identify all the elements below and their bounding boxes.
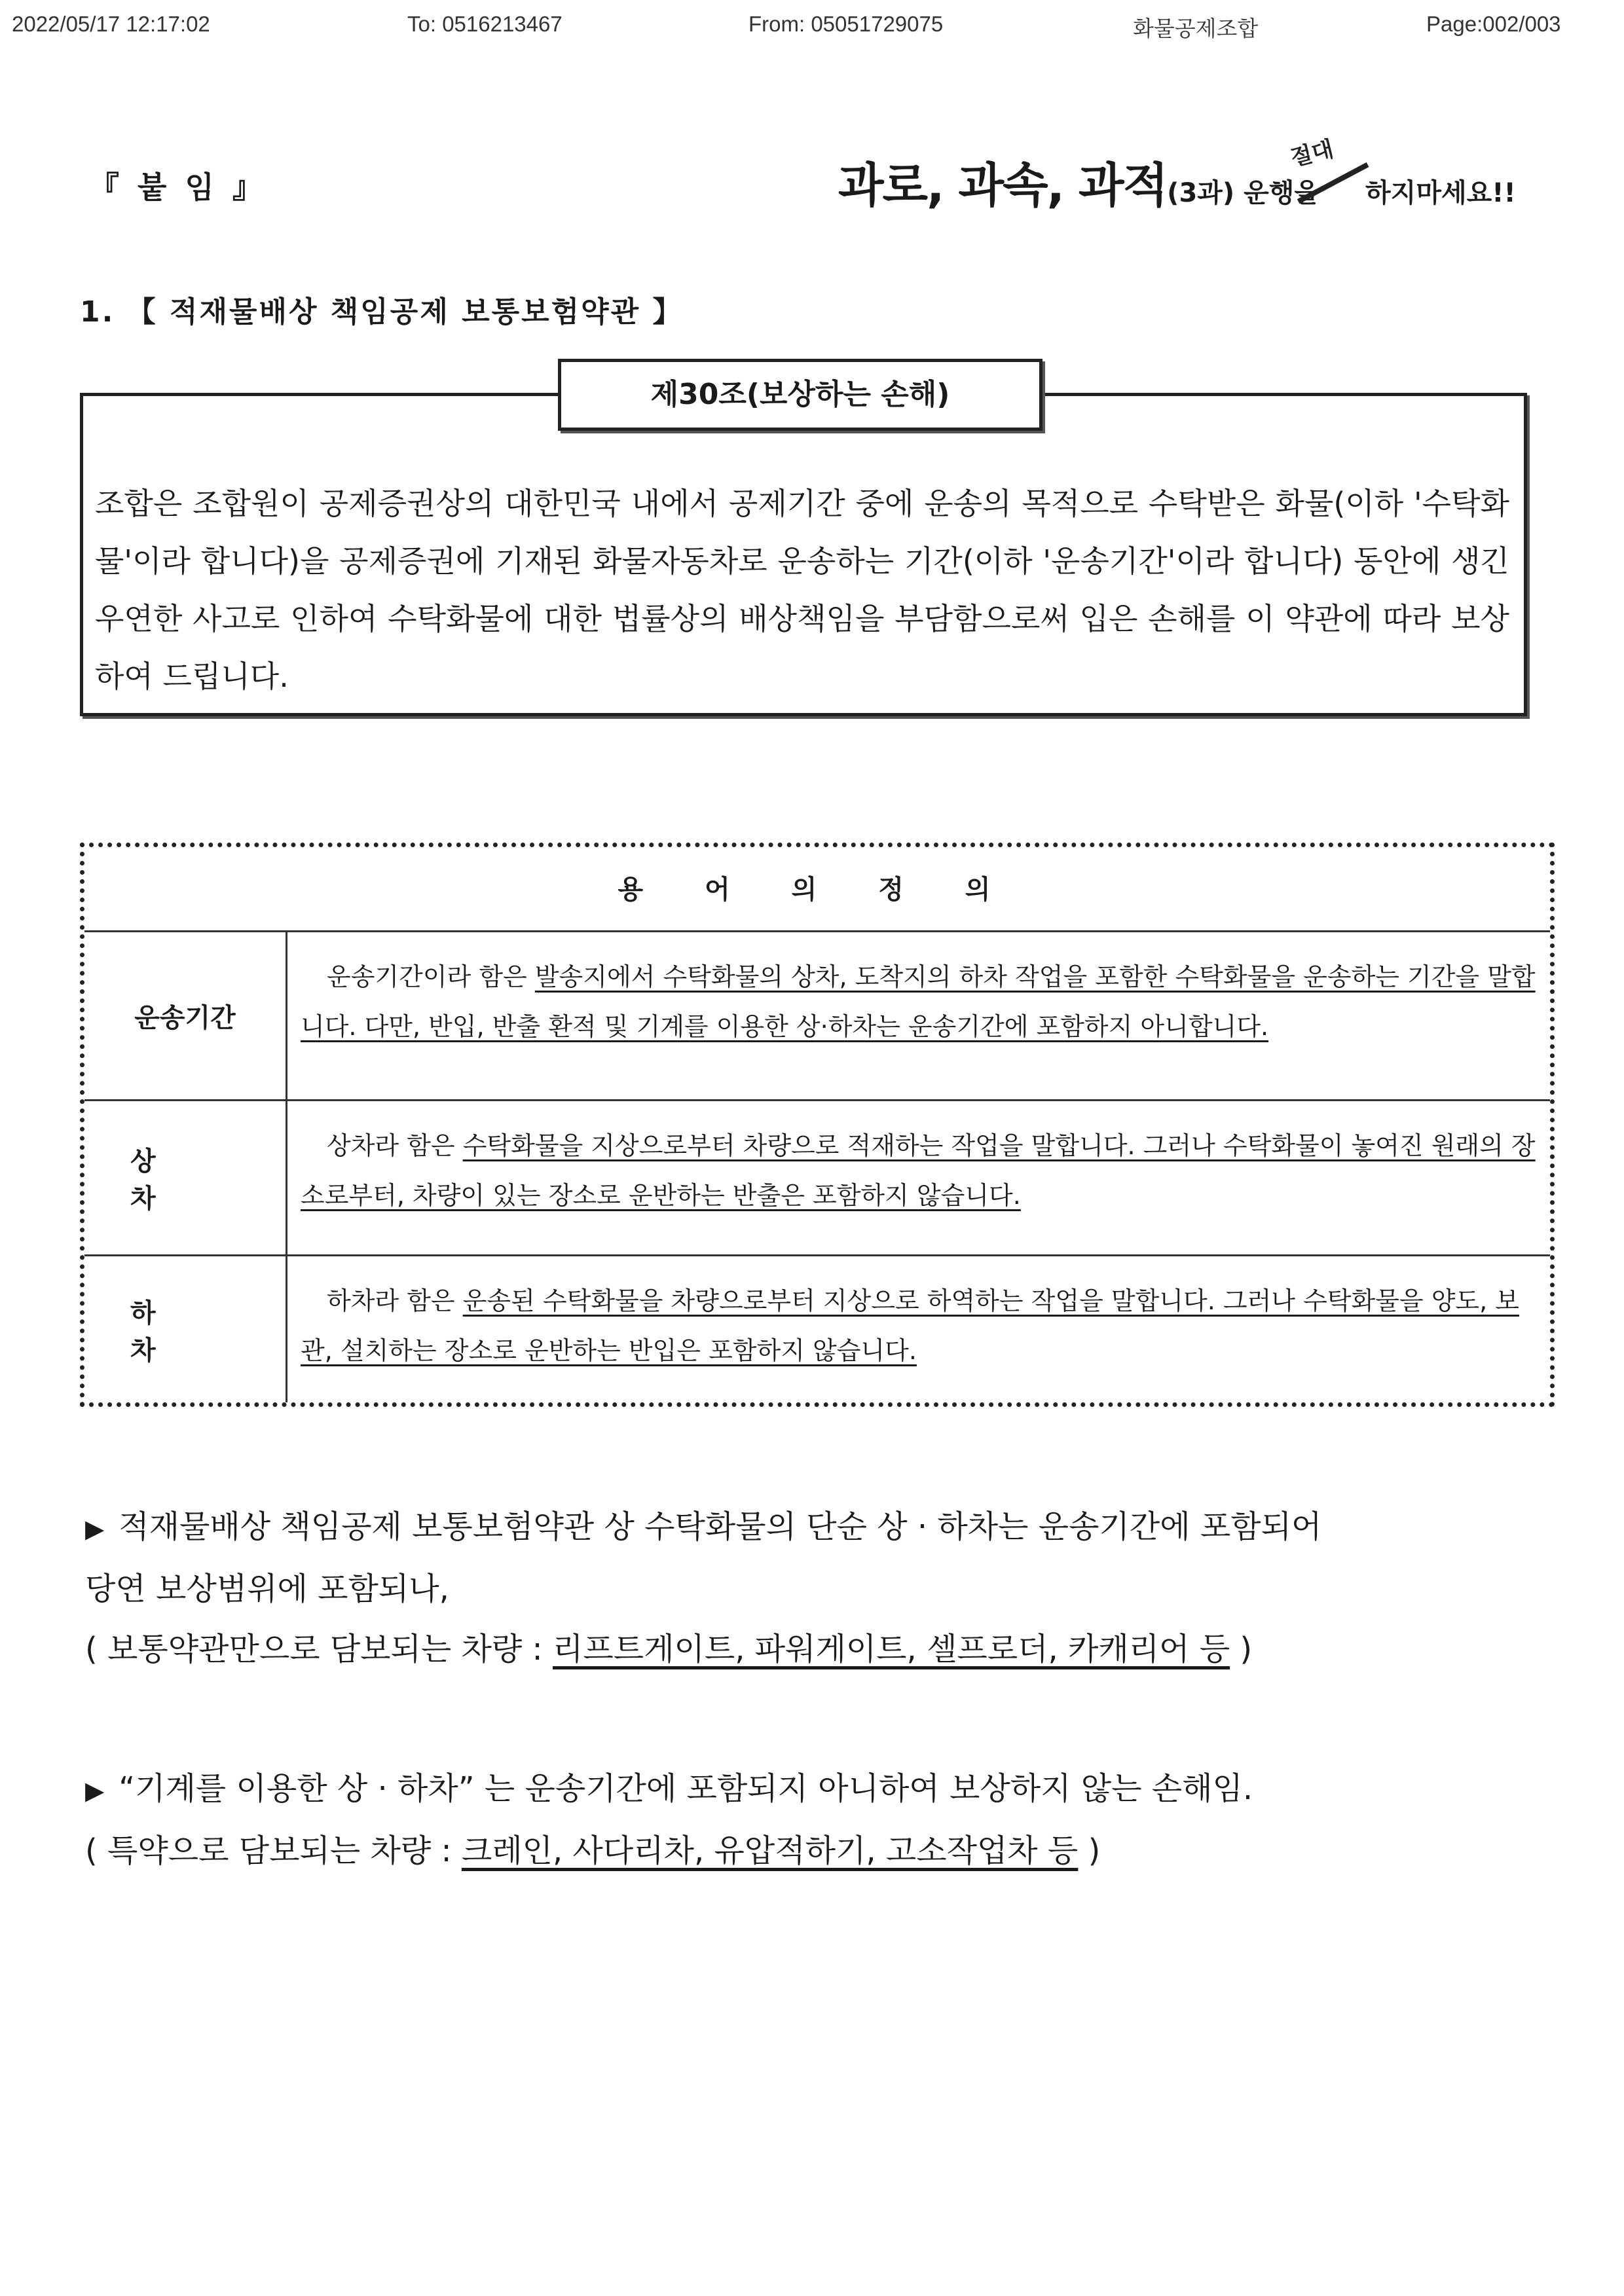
- slogan-main: 과로, 과속, 과적: [838, 158, 1168, 213]
- triangle-bullet-icon: ▶: [85, 1514, 105, 1543]
- attachment-label: 『 붙 임 』: [89, 170, 267, 205]
- definitions-title: 용 어 의 정 의: [84, 847, 1550, 932]
- section-title: 1. 【 적재물배상 책임공제 보통보험약관 】: [80, 295, 684, 329]
- slogan-stamp: 절대: [1287, 136, 1337, 172]
- covered-vehicles: 리프트게이트, 파워게이트, 셀프로더, 카캐리어 등: [552, 1631, 1230, 1667]
- definition-term: 하 차: [84, 1256, 287, 1402]
- safety-slogan: [838, 136, 1585, 226]
- slogan-end: 하지마세요!!: [1365, 178, 1516, 208]
- fax-datetime: 2022/05/17 12:17:02: [12, 12, 210, 36]
- fax-header: [0, 12, 1624, 45]
- definition-row: [84, 932, 1550, 1101]
- slogan-sub: (3과) 운행을: [1167, 178, 1320, 208]
- note-special-coverage: ▶ “기계를 이용한 상 · 하차” 는 운송기간에 포함되지 아니하여 보상하지 않는 손해임. ( 특약으로 담보되는 차량 : 크레인, 사다리차, 유압적하기, 고소작업차 등 ): [85, 1770, 1253, 1869]
- article-body: 조합은 조합원이 공제증권상의 대한민국 내에서 공제기간 중에 운송의 목적으로 수탁받은 화물(이하 '수탁화물'이라 합니다)을 공제증권에 기재된 화물자동차로 운송하는 기간(이하 '운송기간'이라 합니다) 동안에 생긴 우연한 사고로 인하여 수탁화물에 대한 법률상의 배상책임을 부담함으로써 입은 손해를 이 약관에 따라 보상하여 드립니다.: [95, 486, 1509, 694]
- definition-row: [84, 1256, 1550, 1402]
- fax-to-number: To: 0516213467: [407, 12, 563, 36]
- note-standard-coverage: ▶ 적재물배상 책임공제 보통보험약관 상 수탁화물의 단순 상 · 하차는 운송기간에 포함되어 당연 보상범위에 포함되나, ( 보통약관만으로 담보되는 차량 : 리프트게이트, 파워게이트, 셀프로더, 카캐리어 등 ): [85, 1508, 1322, 1667]
- definition-text: 하차라 함은 운송된 수탁화물을 차량으로부터 지상으로 하역하는 작업을 말합니다. 그러나 수탁화물을 양도, 보관, 설치하는 장소로 운반하는 반입은 포함하지 않습니다.: [301, 1286, 1519, 1365]
- definition-text: 운송기간이라 함은 발송지에서 수탁화물의 상차, 도착지의 하차 작업을 포함한 수탁화물을 운송하는 기간을 말합니다. 다만, 반입, 반출 환적 및 기계를 이용한 상·하차는 운송기간에 포함하지 아니합니다.: [301, 962, 1536, 1041]
- special-vehicles: 크레인, 사다리차, 유압적하기, 고소작업차 등: [461, 1832, 1079, 1869]
- triangle-bullet-icon: ▶: [85, 1776, 105, 1805]
- fax-page-number: Page:002/003: [1426, 12, 1561, 36]
- definition-term: 상 차: [84, 1101, 287, 1254]
- definition-text: 상차라 함은 수탁화물을 지상으로부터 차량으로 적재하는 작업을 말합니다. 그러나 수탁화물이 놓여진 원래의 장소로부터, 차량이 있는 장소로 운반하는 반출은 포함하지 않습니다.: [301, 1131, 1536, 1210]
- article-title: 제30조(보상하는 손해): [558, 359, 1043, 431]
- definition-term: 운송기간: [84, 932, 287, 1099]
- definitions-table: [80, 843, 1555, 1407]
- fax-from-number: From: 05051729075: [748, 12, 944, 36]
- definition-row: [84, 1101, 1550, 1256]
- fax-sender: 화물공제조합: [1133, 16, 1259, 41]
